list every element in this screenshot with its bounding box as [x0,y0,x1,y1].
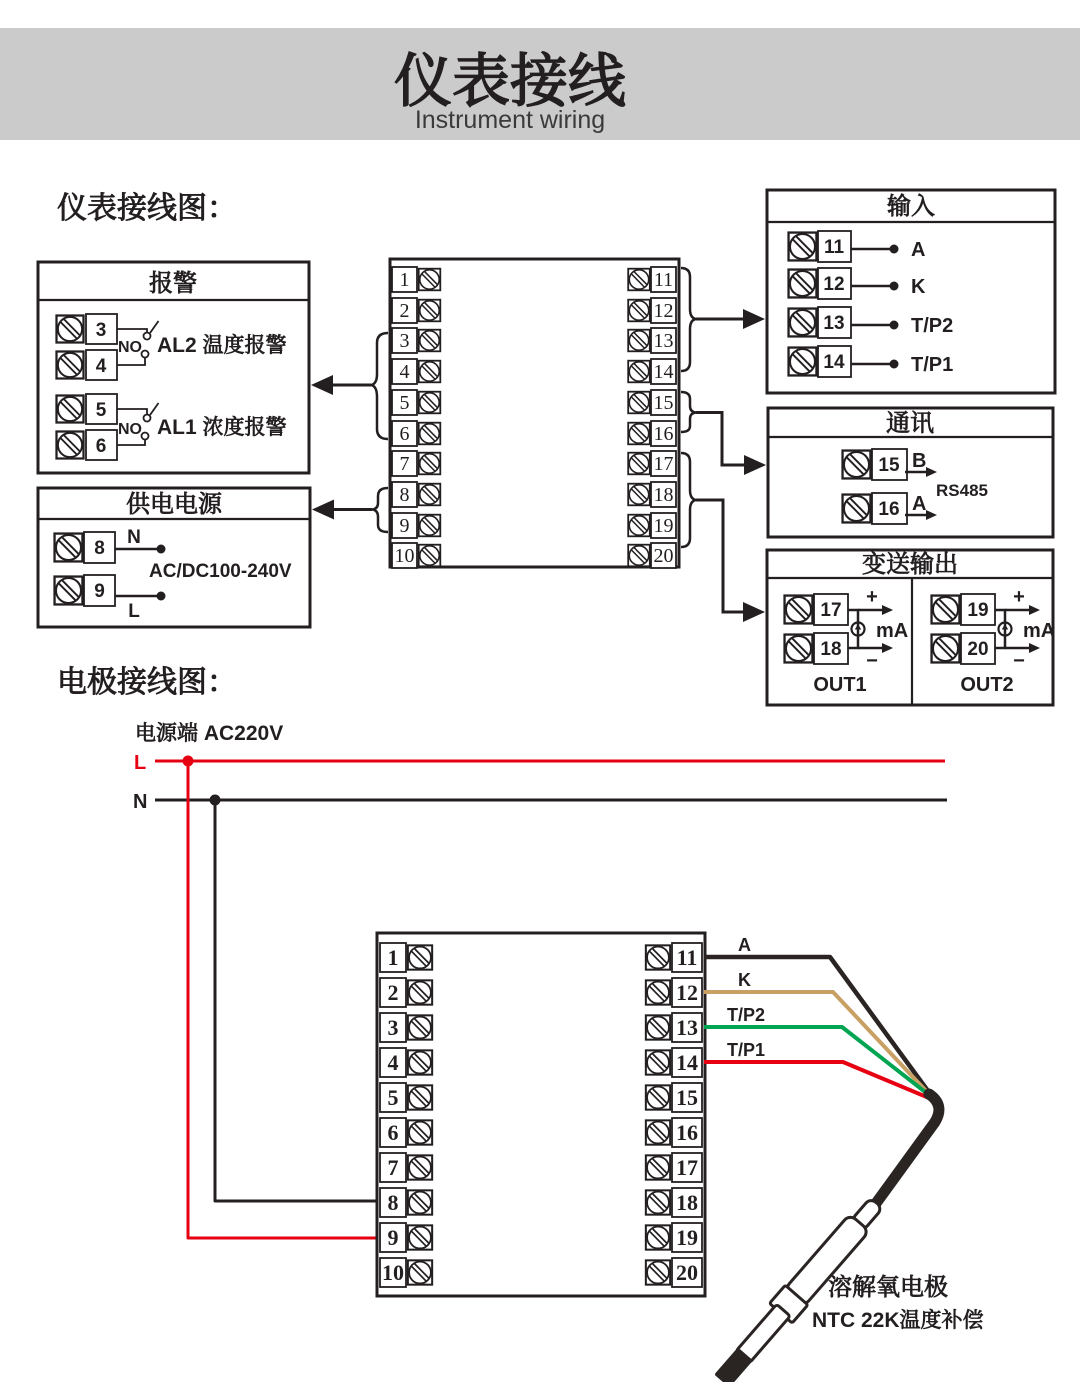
neutral-label: N [127,527,141,548]
screw-terminal-icon [789,309,817,337]
screw-terminal-icon [419,392,441,414]
no-contact-label: NO [118,421,142,438]
screw-terminal-icon [628,545,650,567]
output-connection-arrow [681,453,765,622]
screw-terminal-icon [646,1050,670,1074]
screw-terminal-icon [419,269,441,291]
terminal-number: 18 [653,484,674,506]
screw-terminal-icon [419,330,441,352]
input-label-a: A [911,239,926,261]
terminal-19: 19 [967,600,989,621]
terminal-14: 14 [823,352,845,373]
terminal-number: 13 [653,330,674,352]
terminal-number: 8 [399,484,410,506]
terminal-number: 11 [653,269,674,291]
terminal-number: 15 [653,392,674,414]
output-box [767,550,1055,705]
terminal-5: 5 [95,400,107,421]
wire-label-tp2: T/P2 [727,1005,766,1025]
terminal-number: 4 [387,1050,399,1075]
terminal-number: 7 [387,1155,399,1180]
screw-terminal-icon [408,1015,432,1039]
lower-terminal-block [377,933,705,1296]
screw-terminal-icon [628,515,650,537]
probe-name-label: 溶解氧电极 [828,1274,948,1301]
terminal-number: 10 [394,545,415,567]
terminal-number: 3 [387,1015,399,1040]
terminal-18: 18 [820,639,842,660]
out2-label: OUT2 [960,674,1014,696]
no-contact-label: NO [118,339,142,356]
screw-terminal-icon [57,432,84,459]
input-box-title: 输入 [887,193,935,220]
rs485-a-label: A [912,493,927,515]
screw-terminal-icon [646,1225,670,1249]
screw-terminal-icon [408,1190,432,1214]
output-box-title: 变送输出 [862,551,958,578]
comm-box [768,408,1053,537]
terminal-number: 16 [676,1120,698,1145]
terminal-number: 6 [387,1120,399,1145]
input-box [767,190,1055,393]
power-rating: AC/DC100-240V [149,561,292,582]
terminal-number: 19 [676,1225,698,1250]
terminal-number: 9 [387,1225,399,1250]
screw-terminal-icon [408,1085,432,1109]
screw-terminal-icon [628,484,650,506]
live-label: L [128,601,140,622]
section-title-electrode: 电极接线图： [57,666,237,699]
live-line-label: L [134,752,147,774]
terminal-number: 15 [676,1085,698,1110]
input-label-tp2: T/P2 [911,315,954,337]
screw-terminal-icon [789,270,817,298]
terminal-17: 17 [820,600,842,621]
alarm-box [38,262,309,473]
terminal-12: 12 [823,274,845,295]
terminal-number: 8 [387,1190,399,1215]
terminal-number: 17 [653,453,674,475]
screw-terminal-icon [646,1190,670,1214]
terminal-number: 20 [653,545,674,567]
terminal-9: 9 [94,581,105,602]
screw-terminal-icon [57,396,84,423]
terminal-number: 4 [399,361,410,383]
screw-terminal-icon [419,545,441,567]
screw-terminal-icon [419,484,441,506]
screw-terminal-icon [628,300,650,322]
probe-cable [874,1094,939,1206]
input-label-k: K [911,276,926,298]
ma-unit-label: mA [1023,620,1056,642]
terminal-number: 13 [676,1015,698,1040]
screw-terminal-icon [843,451,871,479]
comm-connection-arrow [681,392,766,475]
screw-terminal-icon [419,453,441,475]
wire-label-tp1: T/P1 [727,1040,766,1060]
rs485-b-label: B [912,450,927,472]
terminal-number: 6 [399,423,410,445]
input-connection-arrow [681,268,765,371]
screw-terminal-icon [646,1085,670,1109]
screw-terminal-icon [408,1225,432,1249]
screw-terminal-icon [419,515,441,537]
screw-terminal-icon [408,1260,432,1284]
screw-terminal-icon [646,1260,670,1284]
terminal-number: 9 [399,515,410,537]
screw-terminal-icon [646,1120,670,1144]
input-label-tp1: T/P1 [911,354,954,376]
screw-terminal-icon [419,300,441,322]
terminal-number: 17 [676,1155,698,1180]
screw-terminal-icon [408,1120,432,1144]
terminal-3: 3 [95,320,107,341]
terminal-number: 18 [676,1190,698,1215]
screw-terminal-icon [55,577,83,605]
screw-terminal-icon [57,316,84,343]
terminal-number: 12 [653,300,674,322]
terminal-16: 16 [878,499,900,520]
neutral-line-label: N [133,791,148,813]
screw-terminal-icon [646,980,670,1004]
terminal-number: 20 [676,1260,698,1285]
alarm-connection-arrow [311,333,388,439]
alarm-box-title: 报警 [149,270,197,297]
protocol-label: RS485 [936,481,988,500]
minus-label: − [1013,650,1025,672]
wire-label-a: A [738,935,751,955]
out1-label: OUT1 [813,674,867,696]
screw-terminal-icon [419,423,441,445]
screw-terminal-icon [408,1050,432,1074]
screw-terminal-icon [646,1155,670,1179]
terminal-number: 5 [399,392,410,414]
upper-terminal-block [390,259,679,568]
screw-terminal-icon [628,423,650,445]
terminal-8: 8 [94,538,105,559]
terminal-number: 3 [399,330,410,352]
terminal-number: 16 [653,423,674,445]
terminal-number: 2 [399,300,410,322]
screw-terminal-icon [57,352,84,379]
power-connection-arrow [312,488,388,532]
terminal-6: 6 [95,436,107,457]
page-title: 仪表接线 [393,49,627,114]
probe-wires [704,935,929,1098]
screw-terminal-icon [419,361,441,383]
terminal-number: 19 [653,515,674,537]
terminal-number: 14 [653,361,674,383]
screw-terminal-icon [628,392,650,414]
screw-terminal-icon [628,269,650,291]
screw-terminal-icon [932,596,960,624]
terminal-number: 12 [676,980,698,1005]
mains-label: 电源端 AC220V [135,722,284,745]
terminal-number: 1 [399,269,410,291]
wire-end-dot [157,592,166,601]
terminal-number: 5 [387,1085,399,1110]
power-box [38,488,310,627]
comm-box-title: 通讯 [886,410,934,437]
screw-terminal-icon [789,233,817,261]
terminal-number: 1 [387,945,399,970]
wire-label-k: K [738,970,751,990]
screw-terminal-icon [628,361,650,383]
terminal-number: 2 [387,980,399,1005]
terminal-4: 4 [95,356,107,377]
wire-end-dot [157,545,166,554]
terminal-11: 11 [823,237,845,258]
terminal-20: 20 [967,639,989,660]
screw-terminal-icon [785,596,813,624]
plus-label: + [1013,586,1025,608]
terminal-number: 10 [382,1260,404,1285]
probe-note-label: NTC 22K温度补偿 [812,1309,984,1332]
screw-terminal-icon [789,348,817,376]
screw-terminal-icon [785,635,813,663]
ma-unit-label: mA [876,620,909,642]
screw-terminal-icon [408,1155,432,1179]
screw-terminal-icon [646,945,670,969]
terminal-13: 13 [823,313,845,334]
power-box-title: 供电电源 [126,491,222,518]
screw-terminal-icon [628,330,650,352]
header-banner [0,28,1080,140]
probe-assembly [710,1094,984,1382]
section-title-instrument: 仪表接线图： [57,192,237,225]
screw-terminal-icon [628,453,650,475]
minus-label: − [866,650,878,672]
terminal-15: 15 [878,455,900,476]
al1-label: AL1 浓度报警 [157,416,287,439]
al2-label: AL2 温度报警 [157,334,287,357]
screw-terminal-icon [932,635,960,663]
neutral-drop-wire [215,800,377,1201]
plus-label: + [866,586,878,608]
terminal-number: 7 [399,453,410,475]
screw-terminal-icon [408,945,432,969]
screw-terminal-icon [408,980,432,1004]
screw-terminal-icon [55,534,83,562]
screw-terminal-icon [646,1015,670,1039]
terminal-number: 11 [676,945,698,970]
terminal-number: 14 [676,1050,698,1075]
page-subtitle: Instrument wiring [414,106,606,134]
screw-terminal-icon [843,495,871,523]
